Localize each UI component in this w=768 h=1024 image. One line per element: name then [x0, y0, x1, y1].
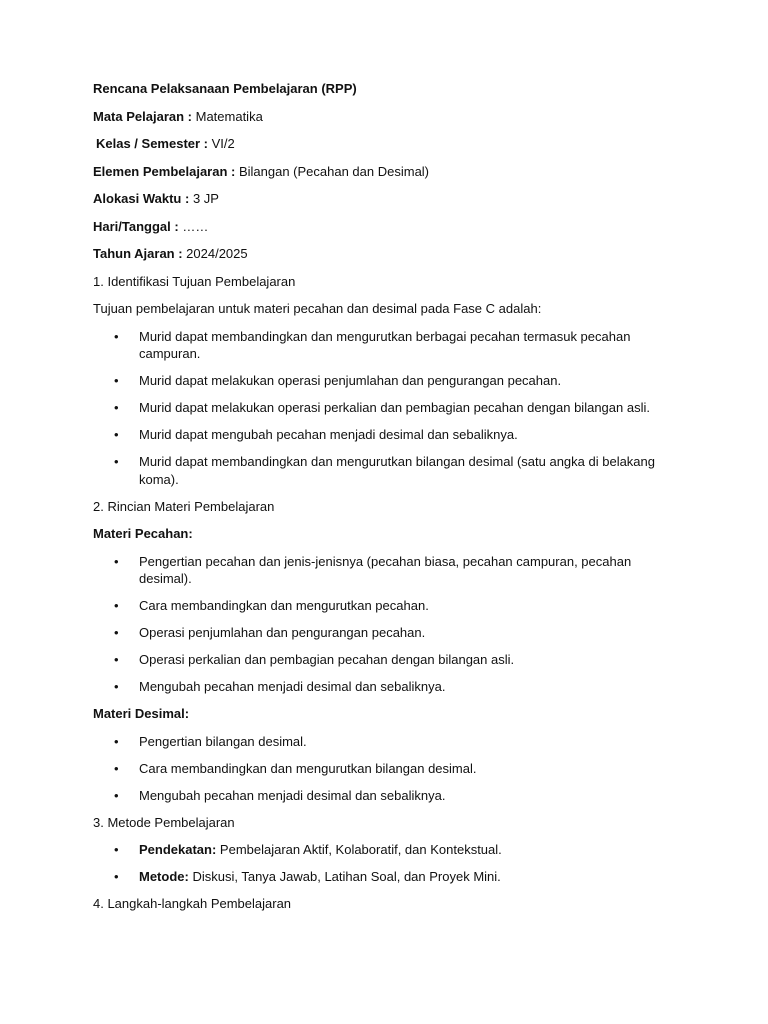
- list-item: • Pengertian bilangan desimal.: [114, 733, 307, 749]
- bullet-icon: •: [114, 373, 119, 388]
- field-label: Elemen Pembelajaran :: [93, 163, 236, 179]
- bullet-icon: •: [114, 553, 119, 569]
- list-item: • Operasi penjumlahan dan pengurangan pecahan.: [114, 625, 426, 640]
- list-item: • Cara membandingkan dan mengurutkan bilangan desimal.: [114, 760, 477, 776]
- bullet-icon: •: [114, 679, 119, 694]
- section-heading-tujuan: 1. Identifikasi Tujuan Pembelajaran: [93, 273, 296, 289]
- bullet-icon: •: [114, 400, 119, 415]
- field-label: Mata Pelajaran :: [93, 108, 192, 124]
- list-item: • Mengubah pecahan menjadi desimal dan sebaliknya.: [114, 679, 446, 694]
- field-value: VI/2: [208, 136, 235, 151]
- subheading-materi-pecahan: Materi Pecahan:: [93, 526, 193, 541]
- field-hari-tanggal: [93, 218, 673, 236]
- bullet-icon: •: [114, 328, 119, 344]
- materi-desimal-list: [93, 733, 673, 805]
- metode-list: [93, 841, 673, 886]
- list-item: • Operasi perkalian dan pembagian pecahan dengan bilangan asli.: [114, 652, 515, 667]
- list-item: • Metode: Diskusi, Tanya Jawab, Latihan Soal, dan Proyek Mini.: [114, 869, 501, 884]
- section-heading-langkah: 4. Langkah-langkah Pembelajaran: [93, 896, 292, 911]
- bullet-icon: •: [114, 869, 119, 884]
- materi-pecahan-list: [93, 553, 673, 696]
- bullet-icon: •: [114, 760, 119, 776]
- list-item: • Pengertian pecahan dan jenis-jenisnya (pecahan biasa, pecahan campuran, pecahan desimal).: [114, 553, 632, 586]
- field-label: Kelas / Semester :: [96, 136, 209, 151]
- bullet-icon: •: [114, 598, 119, 613]
- field-elemen-pembelajaran: [93, 163, 673, 181]
- list-item: • Murid dapat membandingkan dan mengurutkan berbagai pecahan termasuk pecahan campuran.: [114, 328, 631, 361]
- section-heading-metode: 3. Metode Pembelajaran: [93, 814, 235, 830]
- bullet-icon: •: [114, 733, 119, 749]
- field-label: Tahun Ajaran :: [93, 246, 183, 261]
- field-label: Alokasi Waktu :: [93, 191, 190, 206]
- bullet-icon: •: [114, 652, 119, 667]
- field-mata-pelajaran: [93, 108, 673, 126]
- list-item: • Murid dapat mengubah pecahan menjadi desimal dan sebaliknya.: [114, 427, 518, 442]
- field-value: 2024/2025: [182, 246, 248, 261]
- field-alokasi-waktu: [93, 190, 673, 208]
- list-item: • Mengubah pecahan menjadi desimal dan sebaliknya.: [114, 787, 446, 803]
- field-kelas-semester: [93, 135, 673, 153]
- list-item: • Murid dapat membandingkan dan mengurutkan bilangan desimal (satu angka di belakang koma).: [114, 454, 656, 487]
- field-value: 3 JP: [189, 191, 219, 206]
- field-value: ……: [178, 218, 209, 234]
- field-value: Bilangan (Pecahan dan Desimal): [235, 163, 430, 179]
- field-value: Matematika: [192, 108, 263, 124]
- tujuan-list: [93, 328, 673, 489]
- section-heading-materi: 2. Rincian Materi Pembelajaran: [93, 498, 275, 514]
- bullet-icon: •: [114, 787, 119, 803]
- subheading-materi-desimal: Materi Desimal:: [93, 706, 190, 721]
- section-intro-tujuan: Tujuan pembelajaran untuk materi pecahan dan desimal pada Fase C adalah:: [93, 301, 542, 316]
- list-item: • Murid dapat melakukan operasi penjumlahan dan pengurangan pecahan.: [114, 373, 562, 388]
- list-item: • Pendekatan: Pembelajaran Aktif, Kolaboratif, dan Kontekstual.: [114, 842, 502, 857]
- bullet-icon: •: [114, 427, 119, 442]
- list-item: • Murid dapat melakukan operasi perkalian dan pembagian pecahan dengan bilangan asli.: [114, 400, 650, 415]
- field-label: Hari/Tanggal :: [93, 218, 179, 234]
- list-item: • Cara membandingkan dan mengurutkan pecahan.: [114, 598, 429, 613]
- bullet-icon: •: [114, 625, 119, 640]
- document-title: Rencana Pelaksanaan Pembelajaran (RPP): [93, 81, 357, 96]
- field-tahun-ajaran: [93, 245, 673, 263]
- bullet-icon: •: [114, 842, 119, 857]
- document-page: [93, 80, 673, 923]
- bullet-icon: •: [114, 454, 119, 469]
